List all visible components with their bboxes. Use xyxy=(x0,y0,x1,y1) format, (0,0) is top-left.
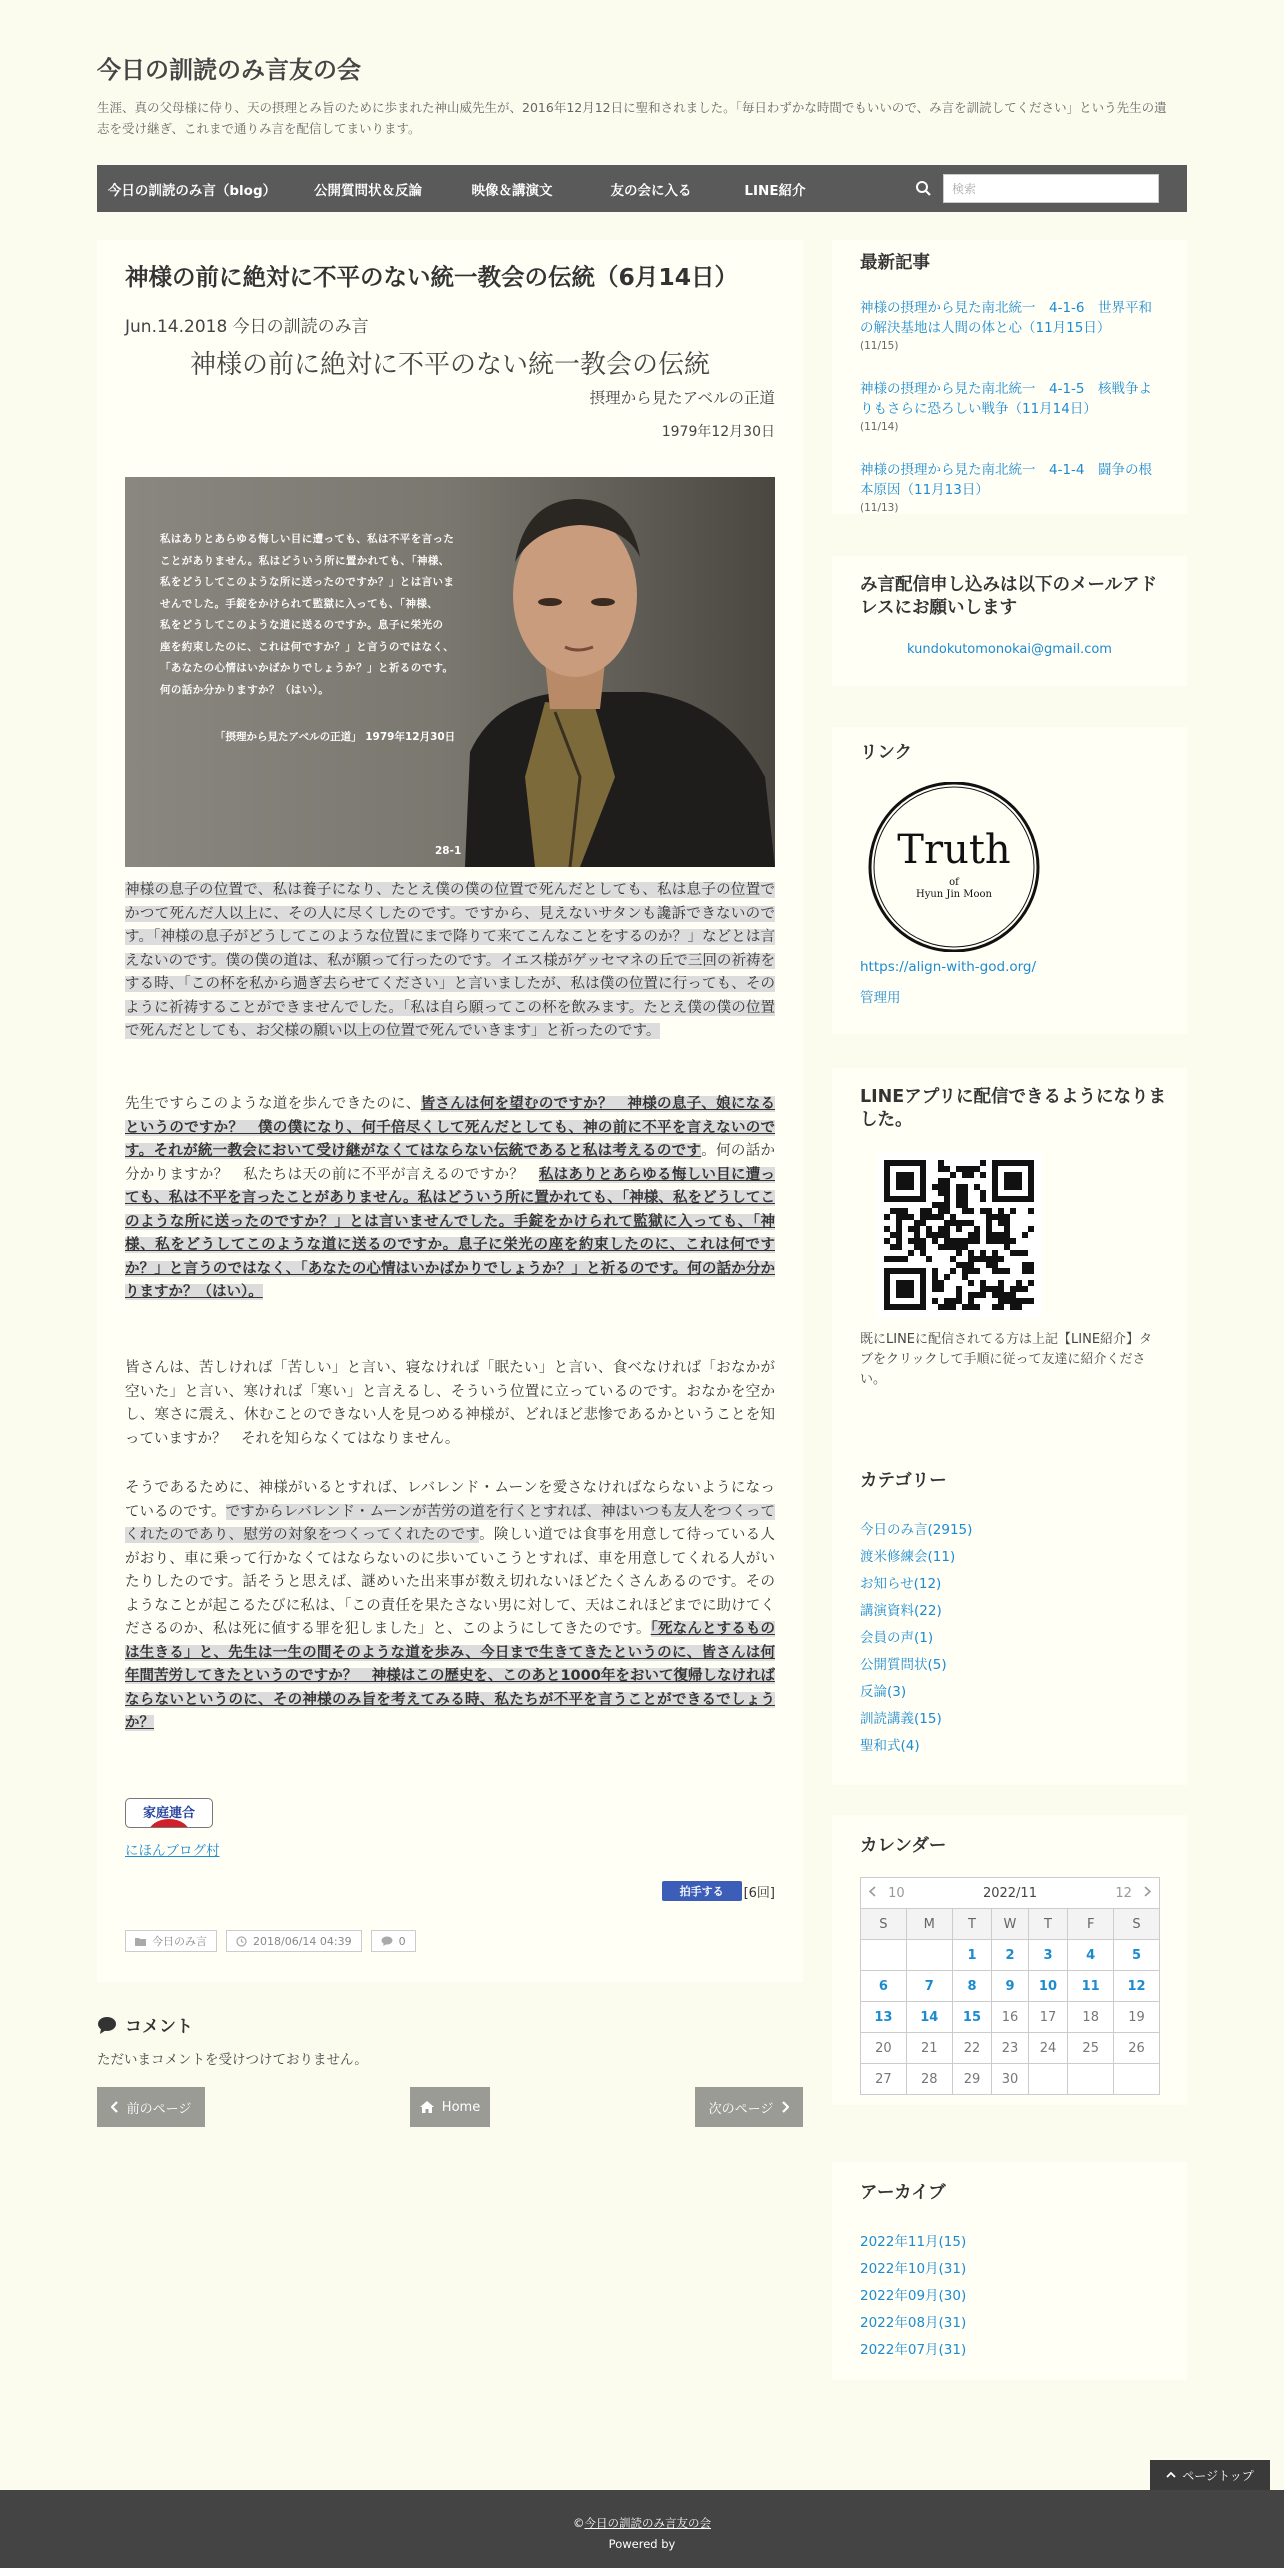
post-paragraph-3: 皆さんは、苦しければ「苦しい」と言い、寝なければ「眠たい」と言い、食べなければ「おなかが空いた」と言い、寒ければ「寒い」と言えるし、そういう位置に立っているのです。おなかを空かし、寒さに震え、休むことのできない人を見つめる神様が、どれほど悲惨であるかということを知っていますか？ それを知らなくてはなりません。 xyxy=(125,1360,775,1447)
nav-item-blog[interactable]: 今日の訓読のみ言（blog） xyxy=(107,182,277,199)
widget-recent-posts xyxy=(832,240,1187,514)
calendar-table xyxy=(860,1877,1160,2095)
image-quote: 私はありとあらゆる悔しい目に遭っても、私は不平を言った ことがありません。私はどういう所に置かれても、「神様、 私をどうしてこのような所に送ったのですか？」とは言いま せんでした。手錠をかけられて監獄に入っても、「神様、 私をどうしてこのような道に送るのですか。息子に栄光の 座を約束したのに、これは何ですか？」と言うのではなく、 「あなたの心情はいかばかりでしょうか？」と祈るのです。 何の話か分かりますか？（はい）。 xyxy=(160,533,455,696)
calendar-day xyxy=(1068,2064,1114,2095)
calendar-day-link[interactable]: 15 xyxy=(952,2002,992,2033)
calendar-day: 25 xyxy=(1068,2033,1114,2064)
calendar-week xyxy=(861,1940,1160,1971)
tag-comments[interactable]: 0 xyxy=(371,1930,416,1952)
calendar-day: 24 xyxy=(1028,2033,1068,2064)
archive-item: 2022年09月(30) xyxy=(860,2288,967,2304)
recent-post-link[interactable]: 神様の摂理から見た南北統一 4-1-6 世界平和の解決基地は人間の体と心（11月15日） xyxy=(860,300,1153,336)
widget-line xyxy=(832,1068,1187,1450)
calendar-day: 18 xyxy=(1068,2002,1114,2033)
calendar-day-link[interactable]: 2 xyxy=(992,1940,1028,1971)
recent-post-link[interactable]: 神様の摂理から見た南北統一 4-1-5 核戦争よりもさらに恐ろしい戦争（11月14日） xyxy=(860,381,1153,417)
widget-title-links: リンク xyxy=(860,743,913,763)
line-note: 既にLINEに配信されてる方は上記【LINE紹介】タブをクリックして手順に従って友達に紹介ください。 xyxy=(860,1332,1153,1387)
tag-category[interactable]: 今日のみ言 xyxy=(125,1930,217,1952)
post-tags xyxy=(125,1930,416,1952)
post-meta xyxy=(125,312,369,337)
main-nav xyxy=(97,165,1187,212)
clock-icon xyxy=(236,1936,247,1947)
calendar-day xyxy=(1028,2064,1068,2095)
recent-post-date: (11/13) xyxy=(860,502,899,514)
calendar-day: 22 xyxy=(952,2033,992,2064)
post-image xyxy=(125,477,775,867)
comments-heading: コメント xyxy=(97,2012,193,2037)
footer-site-link[interactable]: 今日の訓読のみ言友の会 xyxy=(584,2516,711,2530)
qr-code-pattern xyxy=(884,1160,1034,1310)
calendar-day: 16 xyxy=(992,2002,1028,2033)
nav-search xyxy=(913,174,1159,203)
category-item: お知らせ(12) xyxy=(860,1576,942,1592)
post-article xyxy=(97,240,803,1982)
widget-archive xyxy=(832,2162,1187,2380)
post-paragraph-4: そうであるために、神様がいるとすれば、レバレンド・ムーンを愛さなければならないようになっているのです。ですからレバレンド・ムーンが苦労の道を行くとすれば、神はいつも友人をつくってくれたのであり、慰労の対象をつくってくれたのです。険しい道では食事を用意して待っている人がおり、車に乗って行かなくてはならないのに歩いていこうとすれば、車を用意してくれる人がいたりしたのです。話そうと思えば、謎めいた出来事が数え切れないほどたくさんあるのです。そのようなことが起こるたびに私は、「この責任を果たさない男に対して、天はこれほどまでに助けてくださるのか、私は死に値する罪を犯しました」と、このようにしてきたのです。「死なんとするものは生きる」と、先生は一生の間そのような道を歩み、今日まで生きてきたというのに、皆さんは何年間苦労してきたというのですか？ 神様はこの歴史を、このあと1000年をおいて復帰しなければならないというのに、その神様のみ旨を考えてみる時、私たちが不平を言うことができるでしょうか？ xyxy=(125,1480,775,1731)
category-item: 訓読講義(15) xyxy=(860,1711,942,1727)
search-input[interactable] xyxy=(943,174,1159,203)
footer-copyright: ©今日の訓読のみ言友の会 xyxy=(573,2516,711,2530)
comments-icon xyxy=(97,2016,117,2034)
widget-title-calendar: カレンダー xyxy=(860,1836,947,1856)
recent-posts-list xyxy=(860,298,1165,541)
category-list xyxy=(860,1518,972,1761)
recent-post-date: (11/14) xyxy=(860,421,899,433)
post-date: Jun.14.2018 xyxy=(125,317,228,337)
category-item: 渡米修練会(11) xyxy=(860,1549,956,1565)
clap-count: [6回] xyxy=(743,1885,775,1901)
calendar-day: 21 xyxy=(906,2033,952,2064)
recent-post-item xyxy=(860,460,1165,514)
calendar-weekdays: S M T W T F S xyxy=(861,1909,1160,1940)
calendar-day: 26 xyxy=(1114,2033,1160,2064)
widget-mail xyxy=(832,556,1187,686)
site-footer xyxy=(0,2490,1284,2568)
post-heading: 神様の前に絶対に不平のない統一教会の伝統 xyxy=(189,350,710,380)
admin-link[interactable]: 管理用 xyxy=(860,990,901,1006)
truth-logo[interactable] xyxy=(864,782,1044,952)
clap-widget xyxy=(662,1881,775,1901)
archive-item: 2022年07月(31) xyxy=(860,2342,967,2358)
nav-item-video[interactable]: 映像＆講演文 xyxy=(471,182,553,199)
post-title: 神様の前に絶対に不平のない統一教会の伝統（6月14日） xyxy=(125,263,739,291)
calendar-next[interactable]: 12 xyxy=(1068,1878,1160,1909)
calendar-day-link[interactable]: 3 xyxy=(1028,1940,1068,1971)
widget-title-archive: アーカイブ xyxy=(860,2183,946,2203)
calendar-day-link[interactable]: 14 xyxy=(906,2002,952,2033)
category-item: 会員の声(1) xyxy=(860,1630,934,1646)
image-number: 28-1 xyxy=(435,845,462,857)
ranking-badge[interactable]: 家庭連合 xyxy=(125,1798,213,1828)
archive-item: 2022年08月(31) xyxy=(860,2315,967,2331)
recent-post-link[interactable]: 神様の摂理から見た南北統一 4-1-4 闘争の根本原因（11月13日） xyxy=(860,462,1153,498)
widget-calendar xyxy=(832,1815,1187,2105)
category-item: 反論(3) xyxy=(860,1684,907,1700)
calendar-week xyxy=(861,2002,1160,2033)
calendar-day xyxy=(1114,2064,1160,2095)
blog-village-link[interactable]: にほんブログ村 xyxy=(125,1843,220,1859)
calendar-day-link[interactable]: 6 xyxy=(861,1971,907,2002)
chevron-left-icon xyxy=(111,2101,119,2113)
nav-item-line[interactable]: LINE紹介 xyxy=(744,182,806,199)
nav-item-join[interactable]: 友の会に入る xyxy=(610,182,692,199)
calendar-day: 28 xyxy=(906,2064,952,2095)
calendar-day: 23 xyxy=(992,2033,1028,2064)
calendar-week xyxy=(861,2064,1160,2095)
post-paragraph-1: 神様の息子の位置で、私は養子になり、たとえ僕の僕の位置で死んだとしても、私は息子の位置でかつて死んだ人以上に、その人に尽くしたのです。ですから、見えないサタンも讒訴できないのです。「神様の息子がどうしてこのような位置にまで降りて来てこんなことをするのか？」などとは言えないのです。僕の僕の道は、私が願って行ったのです。イエス様がゲッセマネの丘で三回の祈祷をする時、「この杯を私から過ぎ去らせてください」と言いましたが、私は僕の位置に行っても、そのように祈祷することができませんでした。「私は自ら願ってこの杯を飲みます。たとえ僕の僕の位置で死んだとしても、お父様の願い以上の位置で死んでいきます」と祈ったのです。 xyxy=(125,882,775,1039)
calendar-day: 17 xyxy=(1028,2002,1068,2033)
calendar-day-link[interactable]: 8 xyxy=(952,1971,992,2002)
prev-page-button[interactable]: 前のページ xyxy=(97,2087,205,2127)
category-item: 今日のみ言(2915) xyxy=(860,1522,973,1538)
calendar-day-link[interactable]: 7 xyxy=(906,1971,952,2002)
widget-title-categories: カテゴリー xyxy=(860,1471,947,1491)
mail-address[interactable]: kundokutomonokai@gmail.com xyxy=(907,642,1112,657)
widget-links xyxy=(832,727,1187,1034)
calendar-day-link[interactable]: 12 xyxy=(1114,1971,1160,2002)
calendar-day: 19 xyxy=(1114,2002,1160,2033)
recent-post-item xyxy=(860,298,1165,352)
widget-categories xyxy=(832,1450,1187,1785)
calendar-prev[interactable]: 10 xyxy=(861,1878,953,1909)
calendar-week xyxy=(861,2033,1160,2064)
calendar-day: 27 xyxy=(861,2064,907,2095)
calendar-month: 2022/11 xyxy=(952,1878,1068,1909)
clap-button[interactable]: 拍手する xyxy=(662,1881,742,1901)
nav-item-public-questions[interactable]: 公開質問状＆反論 xyxy=(314,182,422,199)
calendar-day-link[interactable]: 10 xyxy=(1028,1971,1068,2002)
category-item: 公開質問状(5) xyxy=(860,1657,947,1673)
folder-icon xyxy=(135,1937,146,1946)
truth-logo-word: Truth xyxy=(897,827,1011,873)
calendar-week xyxy=(861,1971,1160,2002)
truth-logo-name: Hyun Jin Moon xyxy=(916,889,992,900)
footer-powered: Powered by xyxy=(608,2537,676,2551)
archive-list xyxy=(860,2230,966,2365)
calendar-day: 29 xyxy=(952,2064,992,2095)
post-paragraph-2: 先生ですらこのような道を歩んできたのに、皆さんは何を望むのですか？ 神様の息子、娘になるというのですか？ 僕の僕になり、何千倍尽くして死んだとしても、神の前に不平を言えないのです。それが統一教会において受け継がなくてはならない伝統であると私は考えるのです。何の話か分かりますか？ 私たちは天の前に不平が言えるのですか？ 私はありとあらゆる悔しい目に遭っても、私は不平を言ったことがありません。私はどういう所に置かれても、「神様、私をどうしてこのような所に送ったのですか？」とは言いませんでした。手錠をかけられて監獄に入っても、「神様、私をどうしてこのような道に送るのですか。息子に栄光の座を約束したのに、これは何ですか？」と言うのではなく、「あなたの心情はいかばかりでしょうか？」と祈るのです。何の話か分かりますか？（はい）。 xyxy=(125,1096,776,1300)
comments-note: ただいまコメントを受けつけておりません。 xyxy=(97,2052,368,2068)
calendar-day-link[interactable]: 4 xyxy=(1068,1940,1114,1971)
chevron-right-icon xyxy=(781,2101,789,2113)
calendar-day-link[interactable]: 5 xyxy=(1114,1940,1160,1971)
category-item: 講演資料(22) xyxy=(860,1603,942,1619)
calendar-day-link[interactable]: 11 xyxy=(1068,1971,1114,2002)
post-category[interactable]: 今日の訓読のみ言 xyxy=(232,317,369,337)
archive-item: 2022年10月(31) xyxy=(860,2261,967,2277)
next-page-button[interactable]: 次のページ xyxy=(695,2087,803,2127)
site-description: 生涯、真の父母様に侍り、天の摂理とみ旨のために歩まれた神山威先生が、2016年12月12日に聖和されました。「毎日わずかな時間でもいいので、み言を訓読してください」という先生の遺志を受け継ぎ、これまで通りみ言を配信してまいります。 xyxy=(97,100,1167,136)
chevron-up-icon xyxy=(1166,2471,1176,2479)
post-subtitle: 摂理から見たアベルの正道 xyxy=(589,389,775,407)
recent-post-date: (11/15) xyxy=(860,340,899,352)
calendar-day-link[interactable]: 1 xyxy=(952,1940,992,1971)
calendar-day: 20 xyxy=(861,2033,907,2064)
home-icon xyxy=(420,2101,434,2113)
home-button[interactable]: Home xyxy=(410,2087,490,2127)
tag-datetime: 2018/06/14 04:39 xyxy=(226,1930,362,1952)
calendar-day-link[interactable]: 9 xyxy=(992,1971,1028,2002)
line-qr-code[interactable] xyxy=(877,1153,1042,1318)
page-top-button[interactable]: ページトップ xyxy=(1150,2460,1270,2490)
widget-title-line: LINEアプリに配信できるようになりました。 xyxy=(860,1087,1167,1130)
site-title[interactable]: 今日の訓読のみ言友の会 xyxy=(97,56,361,84)
comment-icon xyxy=(381,1936,393,1946)
widget-title-mail: み言配信申し込みは以下のメールアドレスにお願いします xyxy=(860,575,1158,618)
truth-logo-of: of xyxy=(949,877,959,888)
archive-item: 2022年11月(15) xyxy=(860,2234,967,2250)
chevron-right-icon xyxy=(1144,1886,1151,1897)
speech-date: 1979年12月30日 xyxy=(661,424,775,440)
search-icon[interactable] xyxy=(913,178,935,200)
image-source: 「摂理から見たアベルの正道」 1979年12月30日 xyxy=(215,731,456,743)
align-with-god-link[interactable]: https://align-with-god.org/ xyxy=(860,959,1037,975)
calendar-day: 30 xyxy=(992,2064,1028,2095)
calendar-day-link[interactable]: 13 xyxy=(861,2002,907,2033)
chevron-left-icon xyxy=(869,1886,876,1897)
widget-title-recent: 最新記事 xyxy=(860,253,930,273)
category-item: 聖和式(4) xyxy=(860,1738,920,1754)
recent-post-item xyxy=(860,379,1165,433)
